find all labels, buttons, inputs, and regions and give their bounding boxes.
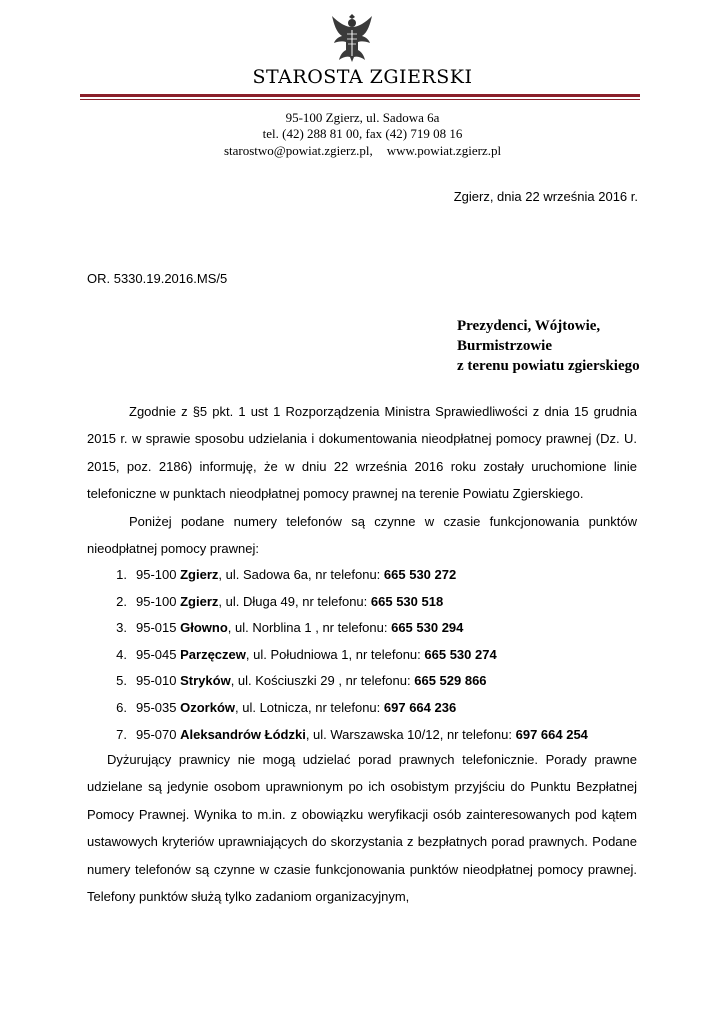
recipient-line: Burmistrzowie [457, 338, 552, 354]
phone-list [87, 562, 637, 748]
item-postal: 95-100 [136, 593, 177, 609]
item-street: , ul. Długa 49, nr telefonu: [218, 593, 371, 609]
phone-list-item [87, 695, 637, 722]
recipient-line: Prezydenci, Wójtowie, [457, 318, 601, 334]
item-phone: 665 530 294 [391, 620, 464, 636]
phone-list-item [87, 562, 637, 589]
item-city: Ozorków [180, 699, 236, 715]
phone-list-item [87, 589, 637, 616]
item-city: Głowno [180, 620, 228, 636]
item-city: Aleksandrów Łódzki [180, 726, 306, 742]
organization-name: STAROSTA ZGIERSKI [252, 66, 473, 88]
header-phone-fax: tel. (42) 288 81 00, fax (42) 719 08 16 [262, 126, 463, 141]
item-city: Parzęczew [180, 646, 246, 662]
item-phone: 697 664 236 [383, 699, 457, 715]
item-phone: 665 530 518 [370, 593, 444, 609]
polish-eagle-emblem-icon [330, 12, 374, 64]
paragraph-phones-intro: Poniżej podane numery telefonów są czynne w czasie funkcjonowania punktów nieodpłatnej pomocy prawnej: [87, 514, 637, 557]
item-phone: 665 529 866 [414, 673, 487, 689]
item-number: 4. [116, 646, 127, 662]
item-street: , ul. Kościuszki 29 , nr telefonu: [230, 673, 415, 689]
item-street: , ul. Sadowa 6a, nr telefonu: [218, 567, 384, 582]
reference-number: OR. 5330.19.2016.MS/5 [87, 271, 228, 286]
paragraph-intro: Zgodnie z §5 pkt. 1 ust 1 Rozporządzenia Ministra Sprawiedliwości z dnia 15 grudnia 2015 r. w sprawie sposobu udzielania i dokumentowania nieodpłatnej pomocy prawnej (Dz. U. 2015, poz. 2186) informuję, że w dniu 22 września 2016 roku zostały uruchomione linie telefoniczne w punktach nieodpłatnej pomocy prawnej na terenie Powiatu Zgierskiego. [87, 404, 637, 502]
header-rule-thin [80, 99, 640, 100]
phone-list-item [87, 615, 637, 642]
item-postal: 95-015 [136, 620, 177, 636]
header-website: www.powiat.zgierz.pl [386, 143, 502, 158]
item-postal: 95-045 [136, 646, 177, 662]
item-street: , ul. Norblina 1 , nr telefonu: [227, 620, 392, 636]
item-number: 6. [116, 699, 127, 715]
header-address: 95-100 Zgierz, ul. Sadowa 6a [285, 110, 440, 125]
paragraph-notice: Dyżurujący prawnicy nie mogą udzielać porad prawnych telefonicznie. Porady prawne udzielane są jedynie osobom uprawnionym po ich osobistym przyjściu do Punktu Bezpłatnej Pomocy Prawnej. Wynika to m.in. z obowiązku weryfikacji osób zainteresowanych pod kątem ustawowych kryteriów uprawniających do skorzystania z bezpłatnych porad prawnych. Podane numery telefonów są czynne w czasie funkcjonowania punktów nieodpłatnej pomocy prawnej. Telefony punktów służą tylko zadaniom organizacyjnym, [87, 752, 637, 905]
item-city: Zgierz [180, 593, 219, 609]
header-online-contacts [0, 143, 725, 159]
item-postal: 95-100 [136, 567, 177, 582]
header-email: starostwo@powiat.zgierz.pl, [223, 143, 373, 158]
item-phone: 665 530 272 [383, 567, 457, 582]
item-street: , ul. Południowa 1, nr telefonu: [245, 646, 425, 662]
item-phone: 697 664 254 [515, 726, 588, 742]
phone-list-item [87, 722, 637, 749]
header-rule-thick [80, 94, 640, 97]
item-city: Stryków [180, 673, 231, 689]
item-number: 3. [116, 620, 127, 636]
phone-list-item [87, 642, 637, 669]
item-city: Zgierz [180, 567, 219, 582]
item-postal: 95-070 [136, 726, 177, 742]
item-postal: 95-035 [136, 699, 177, 715]
item-number: 2. [116, 593, 127, 609]
recipients-block [457, 316, 640, 376]
item-phone: 665 530 274 [424, 646, 497, 662]
item-number: 1. [116, 567, 127, 582]
item-street: , ul. Lotnicza, nr telefonu: [235, 699, 384, 715]
item-postal: 95-010 [136, 673, 177, 689]
recipient-line: z terenu powiatu zgierskiego [457, 358, 640, 374]
letter-date: Zgierz, dnia 22 września 2016 r. [453, 189, 638, 204]
item-street: , ul. Warszawska 10/12, nr telefonu: [305, 726, 516, 742]
item-number: 5. [116, 673, 127, 689]
item-number: 7. [116, 726, 127, 742]
phone-list-item [87, 668, 637, 695]
